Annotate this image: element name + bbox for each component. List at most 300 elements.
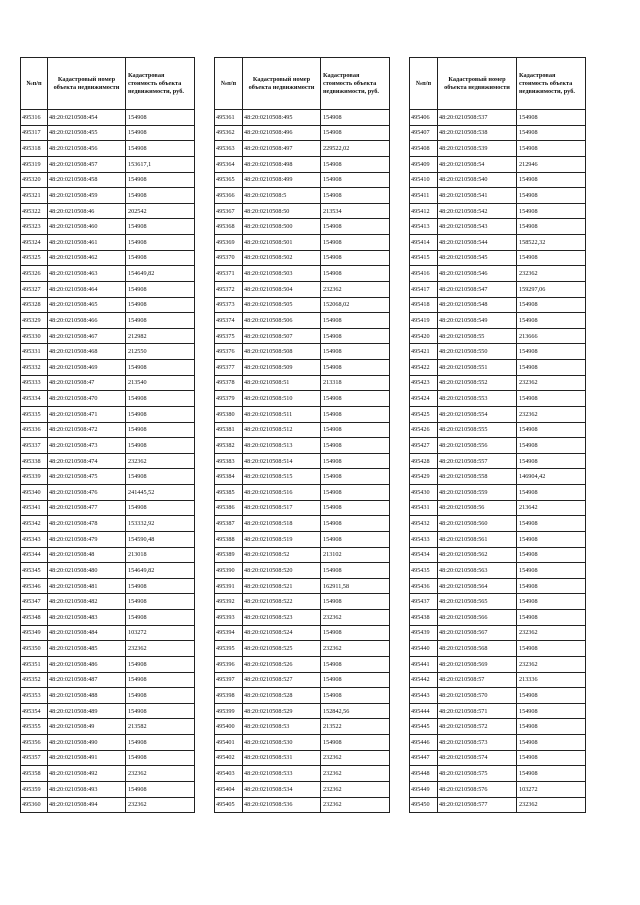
- row-number: 495319: [21, 156, 48, 172]
- table-header-row: [410, 58, 586, 110]
- cadastral-number: 48:20:0210508:577: [438, 797, 517, 813]
- row-number: 495362: [215, 125, 243, 141]
- cadastral-number: 48:20:0210508:534: [243, 781, 321, 797]
- row-number: 495327: [21, 281, 48, 297]
- row-number: 495415: [410, 250, 438, 266]
- cadastral-number: 48:20:0210508:557: [438, 453, 517, 469]
- cadastral-number: 48:20:0210508:559: [438, 485, 517, 501]
- cadastral-value: 154908: [321, 485, 390, 501]
- cadastral-number: 48:20:0210508:507: [243, 328, 321, 344]
- row-number: 495323: [21, 219, 48, 235]
- table-row: [21, 672, 195, 688]
- cadastral-value: 232362: [321, 797, 390, 813]
- table-row: [21, 328, 195, 344]
- row-number: 495318: [21, 141, 48, 157]
- cadastral-value: 154908: [321, 563, 390, 579]
- row-number: 495450: [410, 797, 438, 813]
- cadastral-number: 48:20:0210508:463: [48, 266, 126, 282]
- row-number: 495429: [410, 469, 438, 485]
- cadastral-value: 154908: [126, 281, 195, 297]
- row-number: 495329: [21, 313, 48, 329]
- cadastral-value: 154649,82: [126, 266, 195, 282]
- row-number: 495384: [215, 469, 243, 485]
- cadastral-number: 48:20:0210508:485: [48, 641, 126, 657]
- row-number: 495336: [21, 422, 48, 438]
- cadastral-number: 48:20:0210508:575: [438, 766, 517, 782]
- cadastral-value: 232362: [517, 375, 586, 391]
- cadastral-number: 48:20:0210508:527: [243, 672, 321, 688]
- row-number: 495330: [21, 328, 48, 344]
- row-number: 495346: [21, 578, 48, 594]
- row-number: 495373: [215, 297, 243, 313]
- cadastral-number: 48:20:0210508:55: [438, 328, 517, 344]
- cadastral-value: 154908: [517, 688, 586, 704]
- table-row: [215, 656, 390, 672]
- table-row: [21, 719, 195, 735]
- cadastral-value: 154908: [321, 188, 390, 204]
- row-number: 495444: [410, 703, 438, 719]
- row-number: 495353: [21, 688, 48, 704]
- row-number: 495402: [215, 750, 243, 766]
- cadastral-value: 154908: [321, 219, 390, 235]
- cadastral-number: 48:20:0210508:518: [243, 516, 321, 532]
- table-row: [410, 516, 586, 532]
- cadastral-number: 48:20:0210508:517: [243, 500, 321, 516]
- cadastral-number: 48:20:0210508:466: [48, 313, 126, 329]
- cadastral-value: 154908: [321, 672, 390, 688]
- cadastral-number: 48:20:0210508:501: [243, 235, 321, 251]
- cadastral-value: 213336: [517, 672, 586, 688]
- table-row: [215, 547, 390, 563]
- cadastral-value: 154908: [517, 610, 586, 626]
- table-row: [21, 735, 195, 751]
- row-number: 495360: [21, 797, 48, 813]
- cadastral-number: 48:20:0210508:494: [48, 797, 126, 813]
- cadastral-value: 232362: [517, 406, 586, 422]
- cadastral-number: 48:20:0210508:481: [48, 578, 126, 594]
- cadastral-value: 154908: [517, 172, 586, 188]
- table-row: [410, 281, 586, 297]
- cadastral-value: 232362: [321, 610, 390, 626]
- table-row: [21, 485, 195, 501]
- cadastral-number: 48:20:0210508:498: [243, 156, 321, 172]
- row-number: 495445: [410, 719, 438, 735]
- row-number: 495356: [21, 735, 48, 751]
- cadastral-value: 162911,58: [321, 578, 390, 594]
- cadastral-number: 48:20:0210508:513: [243, 438, 321, 454]
- cadastral-number: 48:20:0210508:519: [243, 531, 321, 547]
- table-row: [410, 594, 586, 610]
- table-row: [21, 656, 195, 672]
- cadastral-number: 48:20:0210508:486: [48, 656, 126, 672]
- header-num: №п/п: [410, 58, 438, 110]
- table-row: [215, 313, 390, 329]
- row-number: 495440: [410, 641, 438, 657]
- cadastral-value: 154908: [517, 703, 586, 719]
- cadastral-value: 212982: [126, 328, 195, 344]
- row-number: 495328: [21, 297, 48, 313]
- row-number: 495320: [21, 172, 48, 188]
- table-row: [21, 172, 195, 188]
- cadastral-number: 48:20:0210508:545: [438, 250, 517, 266]
- row-number: 495387: [215, 516, 243, 532]
- row-number: 495348: [21, 610, 48, 626]
- row-number: 495385: [215, 485, 243, 501]
- cadastral-value: 154908: [321, 500, 390, 516]
- table-row: [410, 672, 586, 688]
- cadastral-value: 154908: [517, 188, 586, 204]
- cadastral-number: 48:20:0210508:476: [48, 485, 126, 501]
- cadastral-table-3: [409, 57, 586, 813]
- table-row: [410, 297, 586, 313]
- cadastral-number: 48:20:0210508:516: [243, 485, 321, 501]
- cadastral-value: 232362: [321, 750, 390, 766]
- cadastral-value: 154908: [126, 422, 195, 438]
- table-row: [21, 156, 195, 172]
- cadastral-value: 154908: [126, 703, 195, 719]
- cadastral-value: 213540: [126, 375, 195, 391]
- cadastral-value: 154908: [126, 500, 195, 516]
- table-row: [410, 656, 586, 672]
- cadastral-number: 48:20:0210508:572: [438, 719, 517, 735]
- cadastral-number: 48:20:0210508:550: [438, 344, 517, 360]
- table-row: [21, 531, 195, 547]
- row-number: 495430: [410, 485, 438, 501]
- cadastral-value: 212946: [517, 156, 586, 172]
- cadastral-number: 48:20:0210508:566: [438, 610, 517, 626]
- row-number: 495377: [215, 360, 243, 376]
- cadastral-value: 154908: [321, 688, 390, 704]
- cadastral-value: 154908: [321, 235, 390, 251]
- cadastral-value: 154908: [321, 360, 390, 376]
- cadastral-value: 154908: [126, 688, 195, 704]
- row-number: 495343: [21, 531, 48, 547]
- cadastral-number: 48:20:0210508:574: [438, 750, 517, 766]
- cadastral-number: 48:20:0210508:558: [438, 469, 517, 485]
- table-row: [410, 313, 586, 329]
- header-num: №п/п: [215, 58, 243, 110]
- row-number: 495359: [21, 781, 48, 797]
- table-row: [21, 375, 195, 391]
- row-number: 495421: [410, 344, 438, 360]
- cadastral-value: 154649,82: [126, 563, 195, 579]
- table-row: [215, 360, 390, 376]
- cadastral-value: 213582: [126, 719, 195, 735]
- table-row: [410, 610, 586, 626]
- cadastral-value: 154908: [126, 750, 195, 766]
- cadastral-number: 48:20:0210508:561: [438, 531, 517, 547]
- cadastral-value: 154908: [126, 188, 195, 204]
- cadastral-number: 48:20:0210508:496: [243, 125, 321, 141]
- cadastral-value: 103272: [126, 625, 195, 641]
- header-cadastral-value: Кадастровая стоимость объекта недвижимости, руб.: [126, 58, 195, 110]
- row-number: 495434: [410, 547, 438, 563]
- cadastral-number: 48:20:0210508:499: [243, 172, 321, 188]
- cadastral-number: 48:20:0210508:565: [438, 594, 517, 610]
- table-row: [21, 781, 195, 797]
- cadastral-value: 159297,06: [517, 281, 586, 297]
- table-row: [215, 328, 390, 344]
- row-number: 495442: [410, 672, 438, 688]
- table-row: [410, 797, 586, 813]
- cadastral-value: 154908: [517, 641, 586, 657]
- table-row: [21, 610, 195, 626]
- cadastral-number: 48:20:0210508:548: [438, 297, 517, 313]
- cadastral-value: 154908: [126, 656, 195, 672]
- cadastral-number: 48:20:0210508:540: [438, 172, 517, 188]
- table-row: [215, 172, 390, 188]
- cadastral-value: 152068,02: [321, 297, 390, 313]
- cadastral-number: 48:20:0210508:522: [243, 594, 321, 610]
- table-row: [21, 406, 195, 422]
- cadastral-number: 48:20:0210508:455: [48, 125, 126, 141]
- cadastral-number: 48:20:0210508:487: [48, 672, 126, 688]
- cadastral-value: 154908: [126, 172, 195, 188]
- table-row: [215, 266, 390, 282]
- cadastral-table-2: [214, 57, 390, 813]
- cadastral-number: 48:20:0210508:510: [243, 391, 321, 407]
- cadastral-value: 154908: [126, 578, 195, 594]
- row-number: 495334: [21, 391, 48, 407]
- cadastral-number: 48:20:0210508:52: [243, 547, 321, 563]
- table-row: [21, 547, 195, 563]
- table-row: [215, 110, 390, 126]
- cadastral-value: 202542: [126, 203, 195, 219]
- cadastral-value: 213318: [321, 375, 390, 391]
- cadastral-value: 232362: [517, 797, 586, 813]
- cadastral-value: 232362: [126, 797, 195, 813]
- table-row: [21, 422, 195, 438]
- row-number: 495388: [215, 531, 243, 547]
- cadastral-value: 154908: [321, 422, 390, 438]
- cadastral-value: 146904,42: [517, 469, 586, 485]
- cadastral-number: 48:20:0210508:547: [438, 281, 517, 297]
- row-number: 495449: [410, 781, 438, 797]
- cadastral-number: 48:20:0210508:551: [438, 360, 517, 376]
- table-row: [215, 781, 390, 797]
- table-row: [215, 141, 390, 157]
- cadastral-value: 232362: [321, 781, 390, 797]
- table-row: [215, 563, 390, 579]
- row-number: 495341: [21, 500, 48, 516]
- cadastral-number: 48:20:0210508:472: [48, 422, 126, 438]
- row-number: 495351: [21, 656, 48, 672]
- row-number: 495378: [215, 375, 243, 391]
- row-number: 495350: [21, 641, 48, 657]
- cadastral-value: 154908: [321, 469, 390, 485]
- table-row: [410, 328, 586, 344]
- cadastral-value: 154908: [126, 141, 195, 157]
- table-row: [215, 344, 390, 360]
- cadastral-number: 48:20:0210508:505: [243, 297, 321, 313]
- header-cadastral-value: Кадастровая стоимость объекта недвижимости, руб.: [321, 58, 390, 110]
- row-number: 495338: [21, 453, 48, 469]
- cadastral-number: 48:20:0210508:470: [48, 391, 126, 407]
- cadastral-value: 154908: [321, 328, 390, 344]
- row-number: 495396: [215, 656, 243, 672]
- cadastral-number: 48:20:0210508:521: [243, 578, 321, 594]
- cadastral-number: 48:20:0210508:563: [438, 563, 517, 579]
- cadastral-number: 48:20:0210508:554: [438, 406, 517, 422]
- cadastral-number: 48:20:0210508:539: [438, 141, 517, 157]
- table-row: [21, 563, 195, 579]
- row-number: 495406: [410, 110, 438, 126]
- cadastral-value: 154908: [321, 735, 390, 751]
- cadastral-number: 48:20:0210508:57: [438, 672, 517, 688]
- table-row: [21, 344, 195, 360]
- cadastral-number: 48:20:0210508:461: [48, 235, 126, 251]
- table-row: [410, 141, 586, 157]
- table-row: [215, 203, 390, 219]
- cadastral-value: 229522,02: [321, 141, 390, 157]
- table-row: [410, 469, 586, 485]
- table-row: [410, 563, 586, 579]
- cadastral-number: 48:20:0210508:543: [438, 219, 517, 235]
- table-row: [410, 578, 586, 594]
- cadastral-value: 154908: [517, 735, 586, 751]
- table-row: [410, 156, 586, 172]
- table-row: [215, 516, 390, 532]
- table-row: [21, 797, 195, 813]
- cadastral-value: 154908: [517, 422, 586, 438]
- cadastral-value: 232362: [126, 453, 195, 469]
- cadastral-number: 48:20:0210508:508: [243, 344, 321, 360]
- table-row: [410, 719, 586, 735]
- cadastral-value: 154908: [517, 219, 586, 235]
- row-number: 495427: [410, 438, 438, 454]
- table-row: [21, 766, 195, 782]
- cadastral-number: 48:20:0210508:523: [243, 610, 321, 626]
- row-number: 495419: [410, 313, 438, 329]
- table-row: [410, 703, 586, 719]
- cadastral-value: 232362: [126, 641, 195, 657]
- header-cadastral-number: Кадастровый номер объекта недвижимости: [243, 58, 321, 110]
- table-row: [410, 547, 586, 563]
- table-row: [215, 578, 390, 594]
- cadastral-value: 154908: [517, 391, 586, 407]
- table-row: [215, 703, 390, 719]
- cadastral-number: 48:20:0210508:482: [48, 594, 126, 610]
- cadastral-number: 48:20:0210508:526: [243, 656, 321, 672]
- table-row: [410, 203, 586, 219]
- cadastral-value: 154908: [321, 656, 390, 672]
- row-number: 495423: [410, 375, 438, 391]
- table-row: [410, 172, 586, 188]
- row-number: 495374: [215, 313, 243, 329]
- cadastral-number: 48:20:0210508:468: [48, 344, 126, 360]
- table-row: [410, 453, 586, 469]
- row-number: 495391: [215, 578, 243, 594]
- cadastral-number: 48:20:0210508:524: [243, 625, 321, 641]
- table-row: [215, 453, 390, 469]
- table-row: [410, 344, 586, 360]
- row-number: 495426: [410, 422, 438, 438]
- cadastral-value: 154908: [126, 610, 195, 626]
- header-cadastral-number: Кадастровый номер объекта недвижимости: [438, 58, 517, 110]
- cadastral-number: 48:20:0210508:541: [438, 188, 517, 204]
- cadastral-value: 154908: [126, 469, 195, 485]
- row-number: 495345: [21, 563, 48, 579]
- cadastral-number: 48:20:0210508:475: [48, 469, 126, 485]
- cadastral-number: 48:20:0210508:525: [243, 641, 321, 657]
- table-row: [215, 406, 390, 422]
- row-number: 495408: [410, 141, 438, 157]
- row-number: 495436: [410, 578, 438, 594]
- table-row: [21, 641, 195, 657]
- row-number: 495397: [215, 672, 243, 688]
- cadastral-value: 232362: [321, 766, 390, 782]
- table-row: [215, 485, 390, 501]
- table-row: [215, 735, 390, 751]
- cadastral-value: 154908: [126, 219, 195, 235]
- cadastral-value: 154908: [517, 125, 586, 141]
- table-row: [21, 703, 195, 719]
- cadastral-number: 48:20:0210508:500: [243, 219, 321, 235]
- cadastral-number: 48:20:0210508:562: [438, 547, 517, 563]
- cadastral-number: 48:20:0210508:515: [243, 469, 321, 485]
- row-number: 495340: [21, 485, 48, 501]
- row-number: 495433: [410, 531, 438, 547]
- cadastral-number: 48:20:0210508:53: [243, 719, 321, 735]
- table-row: [21, 438, 195, 454]
- row-number: 495361: [215, 110, 243, 126]
- table-row: [215, 500, 390, 516]
- cadastral-number: 48:20:0210508:570: [438, 688, 517, 704]
- table-row: [215, 797, 390, 813]
- row-number: 495331: [21, 344, 48, 360]
- cadastral-value: 154908: [321, 438, 390, 454]
- cadastral-value: 154908: [321, 406, 390, 422]
- row-number: 495316: [21, 110, 48, 126]
- row-number: 495410: [410, 172, 438, 188]
- cadastral-value: 154908: [126, 781, 195, 797]
- cadastral-number: 48:20:0210508:478: [48, 516, 126, 532]
- row-number: 495392: [215, 594, 243, 610]
- row-number: 495399: [215, 703, 243, 719]
- cadastral-number: 48:20:0210508:542: [438, 203, 517, 219]
- cadastral-number: 48:20:0210508:484: [48, 625, 126, 641]
- table-row: [21, 110, 195, 126]
- cadastral-value: 154908: [517, 547, 586, 563]
- cadastral-value: 232362: [517, 266, 586, 282]
- row-number: 495437: [410, 594, 438, 610]
- cadastral-value: 154908: [517, 360, 586, 376]
- table-row: [215, 156, 390, 172]
- row-number: 495357: [21, 750, 48, 766]
- row-number: 495369: [215, 235, 243, 251]
- table-row: [410, 438, 586, 454]
- cadastral-number: 48:20:0210508:533: [243, 766, 321, 782]
- table-row: [410, 500, 586, 516]
- cadastral-value: 154908: [126, 360, 195, 376]
- cadastral-number: 48:20:0210508:512: [243, 422, 321, 438]
- cadastral-value: 154908: [321, 156, 390, 172]
- cadastral-value: 154908: [321, 531, 390, 547]
- row-number: 495324: [21, 235, 48, 251]
- cadastral-value: 154908: [517, 453, 586, 469]
- cadastral-value: 232362: [321, 641, 390, 657]
- cadastral-value: 154908: [517, 563, 586, 579]
- cadastral-number: 48:20:0210508:564: [438, 578, 517, 594]
- cadastral-value: 154908: [126, 297, 195, 313]
- row-number: 495416: [410, 266, 438, 282]
- row-number: 495332: [21, 360, 48, 376]
- row-number: 495325: [21, 250, 48, 266]
- cadastral-number: 48:20:0210508:492: [48, 766, 126, 782]
- table-row: [215, 391, 390, 407]
- table-row: [410, 625, 586, 641]
- table-row: [410, 406, 586, 422]
